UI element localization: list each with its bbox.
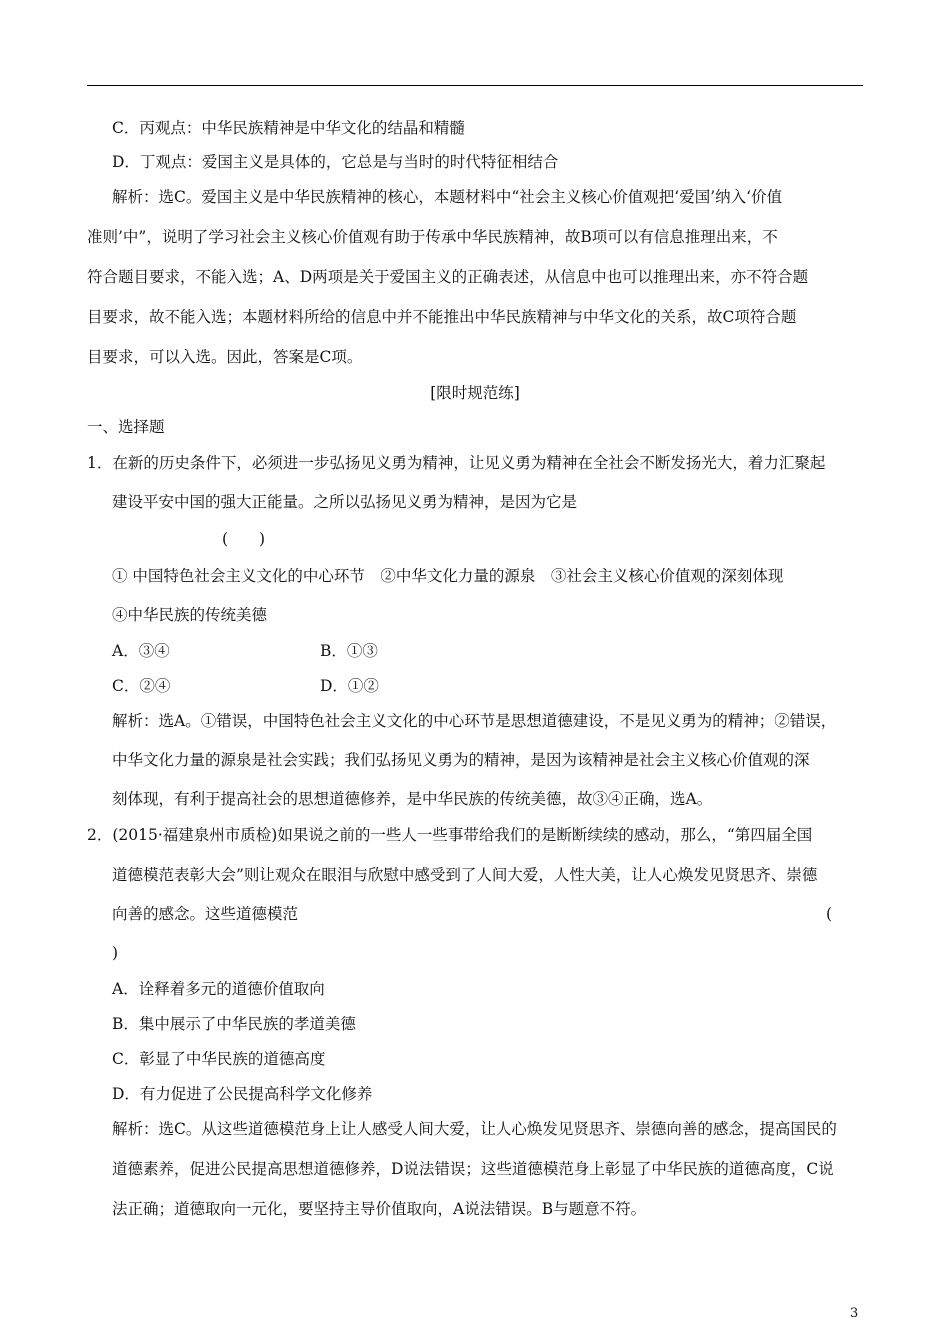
q1-analysis-line: 刻体现，有利于提高社会的思想道德修养，是中华民族的传统美德，故③④正确，选A。 — [112, 790, 713, 808]
prev-analysis-line: 准则’中”，说明了学习社会主义核心价值观有助于传承中华民族精神，故B项可以有信息推理出来，不 — [87, 228, 778, 246]
prev-analysis-line: 符合题目要求，不能入选；A、D两项是关于爱国主义的正确表述，从信息中也可以推理出来，亦不符合题 — [87, 268, 809, 286]
q1-stem-line: 1．在新的历史条件下，必须进一步弘扬见义勇为精神，让见义勇为精神在全社会不断发扬光大，着力汇聚起 — [87, 454, 826, 472]
part-heading: 一、选择题 — [87, 418, 165, 436]
page-number: 3 — [850, 1306, 859, 1321]
prev-analysis-line: 解析：选C。爱国主义是中华民族精神的核心，本题材料中“社会主义核心价值观把‘爱国’纳入‘价值 — [112, 188, 783, 206]
prev-analysis-line: 目要求，故不能入选；本题材料所给的信息中并不能推出中华民族精神与中华文化的关系，故C项符合题 — [87, 308, 797, 326]
q2-option-b: B．集中展示了中华民族的孝道美德 — [112, 1015, 356, 1033]
q2-analysis-line: 解析：选C。从这些道德模范身上让人感受人间大爱，让人心焕发见贤思齐、崇德向善的感念，提高国民的 — [112, 1120, 837, 1138]
q1-answer-bracket: ( ) — [222, 530, 266, 548]
q1-analysis-line: 解析：选A。①错误，中国特色社会主义文化的中心环节是思想道德建设，不是见义勇为的精神；②错误， — [112, 712, 837, 730]
q2-analysis-line: 道德素养，促进公民提高思想道德修养，D说法错误；这些道德模范身上彰显了中华民族的道德高度，C说 — [112, 1160, 834, 1178]
q2-bracket-open: ( — [826, 905, 833, 923]
q1-statements: ④中华民族的传统美德 — [112, 606, 268, 624]
prev-option-c: C．丙观点：中华民族精神是中华文化的结晶和精髓 — [112, 119, 465, 137]
q2-option-a: A．诠释着多元的道德价值取向 — [112, 980, 325, 998]
q2-stem-line: 道德模范表彰大会”则让观众在眼泪与欣慰中感受到了人间大爱，人性大美，让人心焕发见贤思齐、崇德 — [112, 866, 818, 884]
prev-analysis-line: 目要求，可以入选。因此，答案是C项。 — [87, 348, 363, 366]
section-title: [限时规范练] — [430, 384, 520, 402]
q1-option-a: A．③④ — [112, 642, 170, 660]
q2-option-d: D．有力促进了公民提高科学文化修养 — [112, 1085, 373, 1103]
q2-bracket-close: ) — [112, 944, 119, 962]
q1-stem-line: 建设平安中国的强大正能量。之所以弘扬见义勇为精神，是因为它是 — [112, 493, 578, 511]
q2-stem-line: 向善的感念。这些道德模范 — [112, 905, 299, 923]
q2-option-c: C．彰显了中华民族的道德高度 — [112, 1050, 326, 1068]
prev-option-d: D．丁观点：爱国主义是具体的，它总是与当时的时代特征相结合 — [112, 153, 559, 171]
q1-option-d: D．①② — [320, 677, 379, 695]
q1-option-c: C．②④ — [112, 677, 171, 695]
q1-statements: ① 中国特色社会主义文化的中心环节 ②中华文化力量的源泉 ③社会主义核心价值观的深刻体现 — [112, 567, 784, 585]
q2-stem-line: 2．(2015·福建泉州市质检)如果说之前的一些人一些事带给我们的是断断续续的感动，那么，“第四届全国 — [87, 826, 813, 844]
header-rule — [87, 85, 863, 86]
q1-option-b: B．①③ — [320, 642, 378, 660]
q1-analysis-line: 中华文化力量的源泉是社会实践；我们弘扬见义勇为的精神，是因为该精神是社会主义核心价值观的深 — [112, 751, 810, 769]
q2-analysis-line: 法正确；道德取向一元化，要坚持主导价值取向，A说法错误。B与题意不符。 — [112, 1200, 647, 1218]
